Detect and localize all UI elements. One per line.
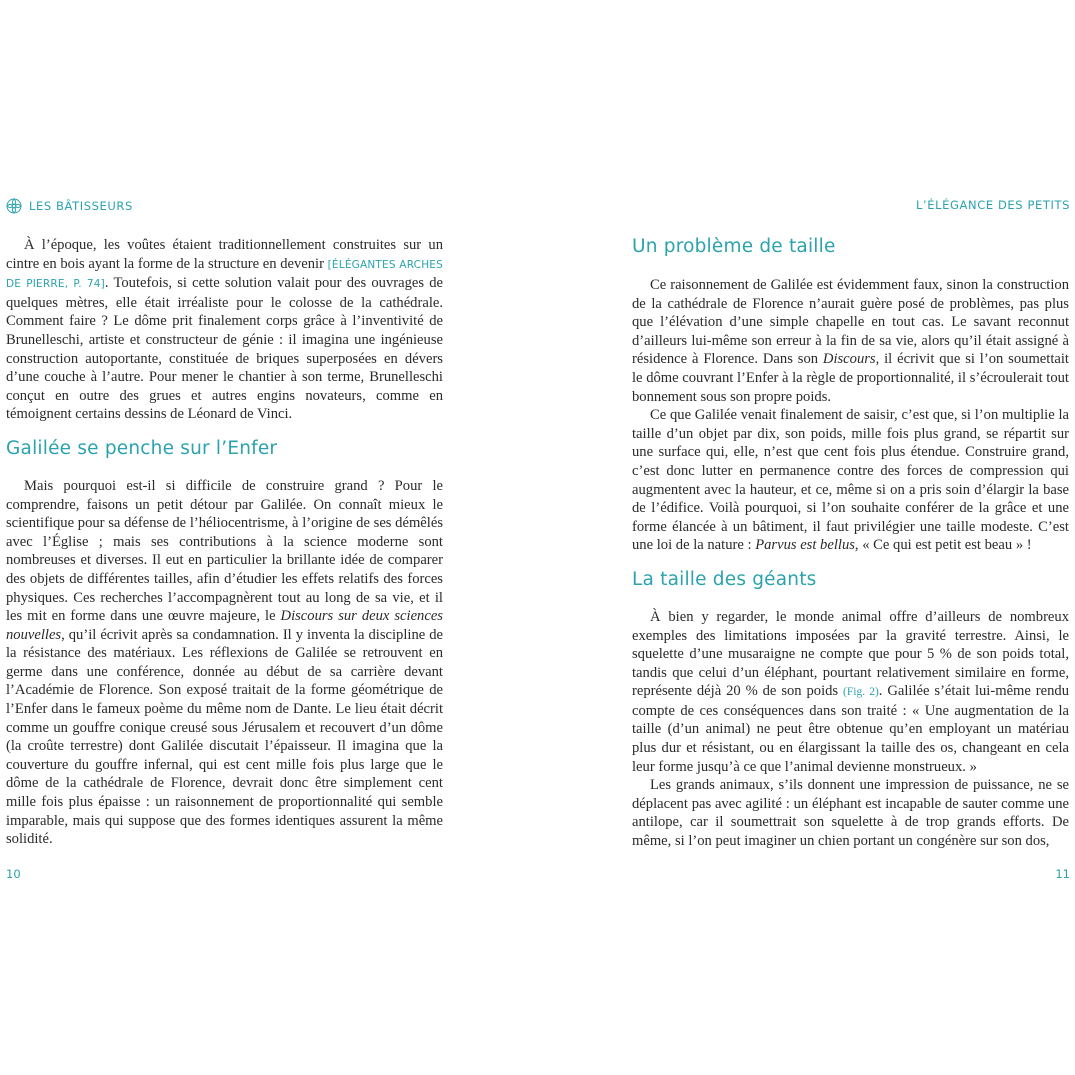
page-number-right: 11 xyxy=(1055,867,1070,881)
left-paragraph-1-text-a: À l’époque, les voûtes étaient traditionnellement construites sur un cintre en bois ayant la forme de la structure en devenir xyxy=(6,237,443,272)
section-heading-galilee: Galilée se penche sur l’Enfer xyxy=(6,437,278,459)
right-paragraph-2-text-a: Ce que Galilée venait finalement de saisir, c’est que, si l’on multiplie la taille d’un objet par dix, son poids, mille fois plus grand, se répartit sur une surface qui, elle, n’est que cent fois plus étendue. Construire grand, c’est donc lutter en permanence contre des forces de compression qui augmentent avec la hauteur, et ce, même si on a pris soin d’élargir la base de l’édifice. Voilà pourquoi, si l’on souhaite conférer de la grâce et une forme élancée à un bâtiment, il faut privilégier une taille modeste. C’est une loi de la nature : xyxy=(632,407,1069,554)
left-paragraph-2-text-a: Mais pourquoi est-il si difficile de construire grand ? Pour le comprendre, faisons un petit détour par Galilée. On connaît mieux le scientifique pour sa défense de l’héliocentrisme, à l’origine de ses démêlés avec l’Église ; mais ses contributions à la science moderne sont nombreuses et diverses. Il eut en particulier la brillante idée de comparer des objets de différentes tailles, afin d’étudier les effets relatifs des forces physiques. Ces recherches l’accompagnèrent tout au long de sa vie, et il les mit en forme dans une œuvre majeure, le xyxy=(6,477,443,625)
left-paragraph-1 xyxy=(6,236,443,424)
page-number-left: 10 xyxy=(6,867,21,881)
left-paragraph-2 xyxy=(6,477,443,849)
right-paragraph-2-text-b: , « Ce qui est petit est beau » ! xyxy=(854,537,1032,554)
running-head-left-text: LES BÂTISSEURS xyxy=(29,199,133,213)
left-page xyxy=(0,0,537,1075)
section-heading-probleme: Un problème de taille xyxy=(632,236,836,257)
right-paragraph-1-text-a: Ce raisonnement de Galilée est évidemment faux, sinon la construction de la cathédrale de Florence n’aurait guère posé de problèmes, pas plus que l’élévation d’une simple chapelle en tout cas. Le savant reconnut d’ailleurs lui-même son erreur à la fin de sa vie, alors qu’il était assigné à résidence à Florence. Dans son xyxy=(632,277,1069,368)
left-text-column xyxy=(6,236,443,849)
discours-italic: Discours xyxy=(822,351,876,368)
right-paragraph-2 xyxy=(632,406,1069,555)
figure-reference: (Fig. 2) xyxy=(843,686,879,699)
left-paragraph-1-text-b: . Toutefois, si cette solution valait pour des ouvrages de quelques mètres, elle était irréaliste pour le colosse de la cathédrale. Comment faire ? Le dôme prit finalement corps grâce à l’inventivité de Brunelleschi, artiste et constructeur de génie : il imagina une ingénieuse construction autoportante, constituée de briques superposées en dévers d’une couche à l’autre. Pour mener le chantier à son terme, Brunelleschi conçut en outre des grues et autres engins novateurs, comme en témoignent certains dessins de Léonard de Vinci. xyxy=(6,275,444,423)
right-text-column xyxy=(632,236,1069,851)
right-paragraph-3-text-a: À bien y regarder, le monde animal offre d’ailleurs de nombreux exemples des limitations imposées par la gravité terrestre. Ainsi, le squelette d’une musaraigne ne compte que pour 5 % de son poids total, tandis que celui d’un éléphant, pourtant relativement similaire en forme, représente déjà 20 % de son poids xyxy=(632,608,1069,700)
right-paragraph-3-text-b: . Galilée s’était lui-même rendu compte de ces conséquences dans son traité : « Une augmentation de la taille (d’un animal) ne peut être obtenue qu’en employant un matériau plus dur et résistant, ou en élargissant la taille des os, changeant en cela leur forme jusqu’à ce que l’animal devienne monstrueux. » xyxy=(632,683,1070,775)
right-page xyxy=(537,0,1075,1075)
right-paragraph-1 xyxy=(632,276,1069,406)
book-title-italic: Discours sur deux sciences nouvelles xyxy=(6,608,443,643)
latin-phrase-italic: Parvus est bellus xyxy=(755,537,855,554)
right-paragraph-1-text-b: , il écrivit que si l’on soumettait le dôme couvrant l’Enfer à la règle de proportionnalité, il s’écroulerait tout bonnement sous son propre poids. xyxy=(632,351,1069,405)
left-paragraph-2-text-b: , qu’il écrivit après sa condamnation. Il y inventa la discipline de la résistance des matériaux. Les réflexions de Galilée se retrouvent en germe dans une conférence, donnée au début de sa carrière devant l’Académie de Florence. Son exposé traitait de la forme géométrique de l’Enfer dans le fameux poème du même nom de Dante. Le lieu était décrit comme un gouffre conique creusé sous Jérusalem et recouvert d’un dôme (la croûte terrestre) dont Galilée discutait l’épaisseur. Il imagina que la couverture du gouffre infernal, qui est cent mille fois plus large que le dôme de la cathédrale de Florence, devrait donc être simplement cent mille fois plus épaisse : un raisonnement de proportionnalité qui semble imparable, mais qui suppose que des formes identiques assurent la même solidité. xyxy=(6,626,443,848)
cross-reference-link: [ÉLÉGANTES ARCHES DE PIERRE, P. 74] xyxy=(6,258,443,291)
running-head-right: L’ÉLÉGANCE DES PETITS xyxy=(916,198,1070,212)
section-heading-geants: La taille des géants xyxy=(632,568,817,590)
right-paragraph-3 xyxy=(632,608,1069,776)
running-head-left xyxy=(6,198,133,214)
rosette-icon xyxy=(6,198,22,214)
right-paragraph-4: Les grands animaux, s’ils donnent une impression de puissance, ne se déplacent pas avec agilité : un éléphant est incapable de sauter comme une antilope, car il soumettrait son squelette à de trop grands efforts. De même, si l’on peut imaginer un chien portant un congénère sur son dos, xyxy=(632,777,1069,850)
